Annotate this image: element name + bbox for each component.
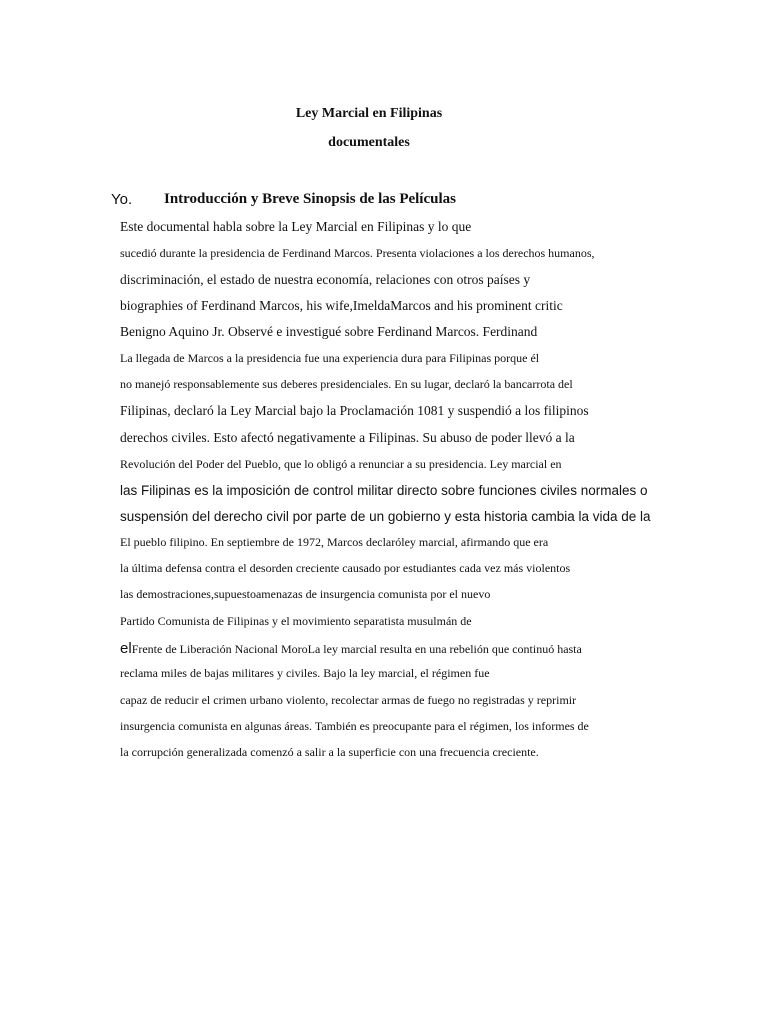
mixed-line-rest: Frente de Liberación Nacional MoroLa ley marcial resulta en una rebelión que continuó hasta	[131, 642, 582, 656]
body-line: Benigno Aquino Jr. Observé e investigué sobre Ferdinand Marcos. Ferdinand	[120, 324, 538, 339]
body-line: derechos civiles. Esto afectó negativamente a Filipinas. Su abuso de poder llevó a la	[120, 430, 575, 445]
body-line: no manejó responsablemente sus deberes presidenciales. En su lugar, declaró la bancarrota del	[120, 377, 573, 391]
body-line: Partido Comunista de Filipinas y el movimiento separatista musulmán de	[120, 614, 472, 628]
body-line: Revolución del Poder del Pueblo, que lo obligó a renunciar a su presidencia. Ley marcial en	[120, 457, 562, 471]
body-line: Filipinas, declaró la Ley Marcial bajo la Proclamación 1081 y suspendió a los filipinos	[120, 403, 589, 418]
body-line: El pueblo filipino. En septiembre de 1972, Marcos declaróley marcial, afirmando que era	[120, 535, 549, 549]
body-line: suspensión del derecho civil por parte de un gobierno y esta historia cambia la vida de la	[120, 509, 651, 524]
body-line: las demostraciones,supuestoamenazas de insurgencia comunista por el nuevo	[120, 587, 491, 601]
body-line-mixed	[120, 640, 582, 658]
body-line: insurgencia comunista en algunas áreas. También es preocupante para el régimen, los informes de	[120, 719, 589, 733]
body-line: discriminación, el estado de nuestra economía, relaciones con otros países y	[120, 272, 531, 287]
mixed-line-lead: el	[120, 640, 132, 657]
document-title: Ley Marcial en Filipinas	[295, 106, 443, 121]
body-line: la última defensa contra el desorden creciente causado por estudiantes cada vez más violentos	[120, 561, 571, 575]
section-heading: Introducción y Breve Sinopsis de las Películas	[164, 191, 456, 207]
body-line: las Filipinas es la imposición de control militar directo sobre funciones civiles normales o	[120, 483, 648, 498]
body-line: reclama miles de bajas militares y civiles. Bajo la ley marcial, el régimen fue	[120, 666, 490, 680]
body-line: la corrupción generalizada comenzó a salir a la superficie con una frecuencia creciente.	[120, 745, 539, 759]
body-line: Este documental habla sobre la Ley Marcial en Filipinas y lo que	[120, 219, 472, 234]
body-line: biographies of Ferdinand Marcos, his wife,ImeldaMarcos and his prominent critic	[120, 298, 563, 313]
body-line: capaz de reducir el crimen urbano violento, recolectar armas de fuego no registradas y reprimir	[120, 693, 577, 707]
section-number: Yo.	[111, 191, 133, 208]
body-line: La llegada de Marcos a la presidencia fue una experiencia dura para Filipinas porque él	[120, 351, 540, 365]
document-subtitle: documentales	[328, 135, 410, 150]
body-line: sucedió durante la presidencia de Ferdinand Marcos. Presenta violaciones a los derechos humanos,	[120, 246, 595, 260]
